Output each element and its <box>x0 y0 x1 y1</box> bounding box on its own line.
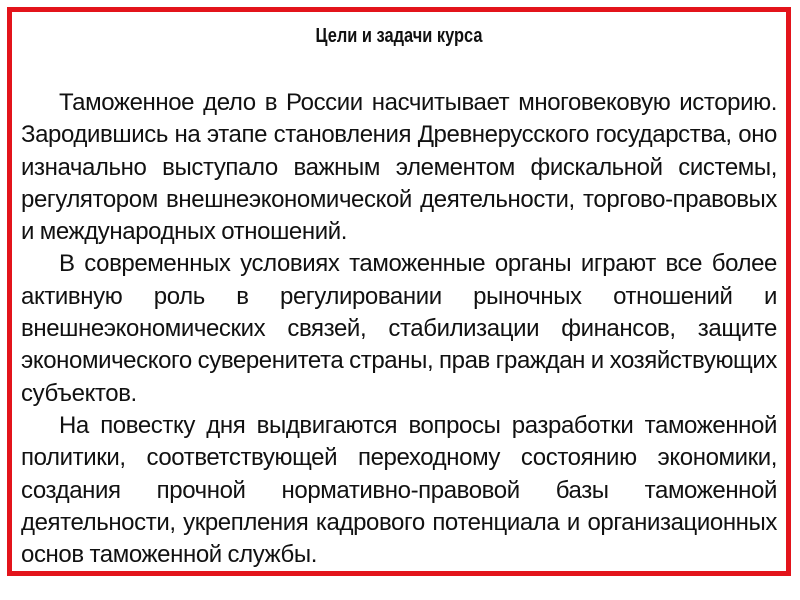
paragraph-history: Таможенное дело в России насчитывает многовековую историю. Зародившись на этапе становления Древнерусского государства, оно изначально выступало важным элементом фискальной системы, регулятором внешнеэкономической деятельности, торгово-правовых и международных отношений. <box>21 89 777 246</box>
slide-title: Цели и задачи курса <box>315 25 483 47</box>
paragraph-agenda: На повестку дня выдвигаются вопросы разработки таможенной политики, соответствующей переходному состоянию экономики, создания прочной нормативно-правовой базы таможенной деятельности, укрепления кадрового потенциала и организационных основ таможенной службы. <box>21 411 777 569</box>
slide-frame <box>7 7 791 576</box>
paragraph-modern-role: В современных условиях таможенные органы играют все более активную роль в регулировании рыночных отношений и внешнеэкономических связей, стабилизации финансов, защите экономического суверенитета страны, прав граждан и хозяйствующих субъектов. <box>21 250 777 407</box>
slide-content <box>21 24 777 571</box>
